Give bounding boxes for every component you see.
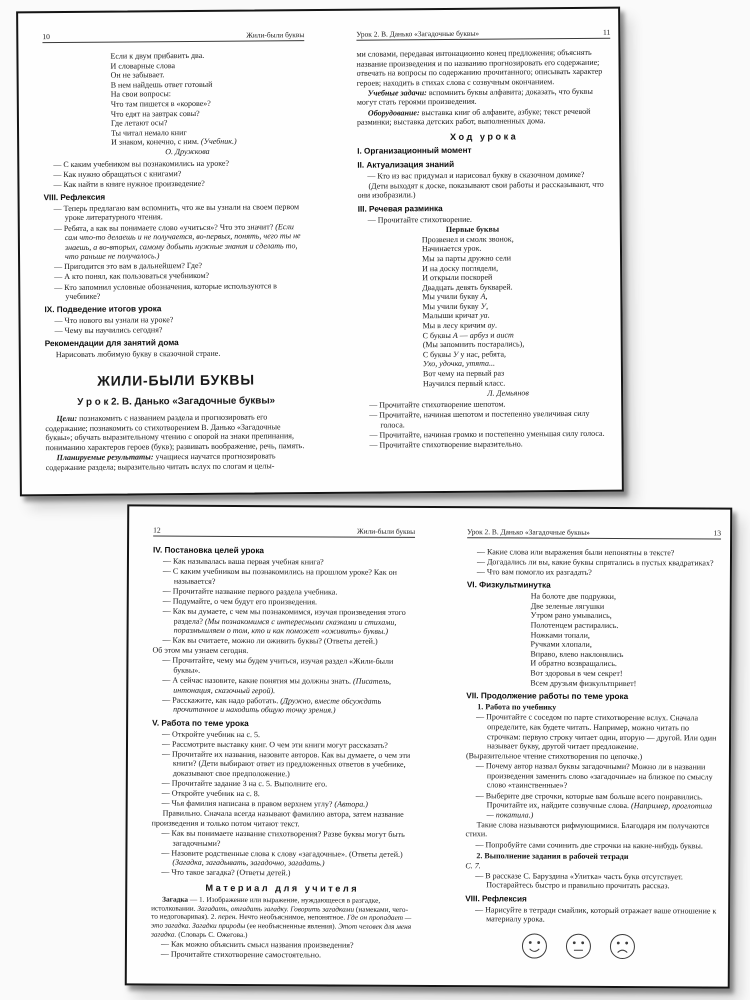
italic-text: аист (496, 330, 514, 340)
list-item (163, 596, 415, 607)
list-item-text: Теперь предлагаю вам вспомнить, что же вы узнали на своем первом уроке литературного чтения. (63, 201, 300, 223)
section-heading: Рекомендации для занятий дома (44, 338, 179, 349)
page-body (356, 48, 613, 450)
poem-line: Вот здоровья в чем секрет! (530, 668, 623, 679)
running-head: Урок 2. В. Данько «Загадочные буквы» (356, 28, 480, 39)
list-item (54, 281, 306, 302)
list-item (162, 656, 414, 677)
list-item (161, 848, 413, 869)
running-head: Жили-были буквы (356, 526, 416, 536)
list-dash: — (54, 326, 65, 336)
section-heading: II. Актуализация знаний (357, 159, 455, 170)
italic-text: (Загадка, загадывать, загадочно, загадать.) (172, 857, 325, 868)
centered-heading: Материал для учителя (205, 882, 360, 894)
list-dash: — (162, 596, 173, 606)
list-item (162, 676, 414, 697)
text: А сейчас назовите, какие понятия мы должны знать. (172, 675, 354, 686)
paragraph-text: учащиеся научатся прогнозировать содержание раздела; выразительно читать вслух по слогам и целы- (45, 451, 276, 472)
list-dash: — (54, 262, 65, 272)
list-item (163, 607, 415, 637)
text: (ее необъясненные явления). (245, 921, 339, 931)
poem (110, 50, 305, 158)
list-item-text: Прочитайте стихотворение. (377, 214, 472, 225)
list-item-text (171, 848, 402, 867)
section-heading: VIII. Рефлексия (465, 893, 527, 904)
list-dash: — (475, 761, 486, 771)
list-item-text: Прочитайте, чему мы будем учиться, изучая раздел «Жили-были буквы». (172, 656, 394, 675)
section-heading: IV. Постановка целей урока (153, 545, 265, 556)
italic-text: Где он пропадает — это загадка. Загадки природы (151, 912, 412, 931)
list-item (162, 695, 414, 716)
text: , (485, 291, 488, 301)
list-dash: — (475, 904, 486, 914)
page-number: 13 (713, 528, 722, 538)
list-item (53, 178, 305, 190)
poem-line: Ручками хлопали, (530, 639, 592, 650)
list-item-text (486, 791, 712, 819)
list-item (476, 791, 720, 821)
text: Малыши кричат (422, 311, 481, 321)
italic-text: Загадать, отгадать загадку. Говорить загадками (197, 903, 355, 914)
paragraph-lead: Оборудование: (367, 107, 420, 118)
paragraph (45, 412, 307, 452)
paragraph-lead: Загадка (162, 894, 189, 904)
list-item-text: Как вы понимаете название стихотворения? Разве буквы могут быть загадочными? (171, 828, 405, 848)
list-dash: — (160, 939, 171, 949)
text: . (487, 311, 490, 321)
poem-line: Начинается урок. (421, 244, 482, 254)
list-item-text: Прочитайте их названия, назовите авторов. Как вы думаете, о чем эти книги? (Дети выбирают ответ из предложенных ответов в учебнике, доказывают свое предположение.) (171, 749, 411, 779)
list-dash: — (162, 729, 173, 739)
paragraph: Об этом мы узнаем сегодня. (152, 645, 249, 656)
list-item-text: Прочитайте, начиная громко и постепенно уменьшая силу голоса. (379, 428, 605, 440)
page-header (467, 527, 721, 539)
list-dash: — (475, 839, 486, 849)
italic-text: (Например, проглотила — покатила.) (486, 801, 713, 820)
list-item-text: Рассмотрите выставку книг. О чем эти книги могут рассказать? (171, 739, 388, 750)
text: С буквы (422, 349, 453, 360)
subsection-heading: 1. Работа по учебнику (477, 702, 557, 712)
text: Ребята, а как вы понимаете слово «учиться»? Что это значит? (63, 221, 276, 233)
list-dash: — (53, 159, 64, 169)
list-item-text: А кто понял, как пользоваться учебником? (64, 271, 210, 282)
list-item (476, 762, 720, 792)
text: Чья фамилия написана в правом верхнем углу? (171, 798, 335, 809)
list-item-text: Прочитайте стихотворение выразительно. (379, 439, 523, 450)
list-item-text: Кто из вас придумал и нарисовал букву в сказочном домике? (377, 169, 585, 181)
list-item (163, 586, 415, 597)
list-item (477, 557, 721, 568)
list-item-text: Какие слова или выражения были непонятны в тексте? (486, 547, 675, 558)
italic-text: (Дружно, вместе обсуждать прочитанное и находить общую точку зрения.) (173, 696, 382, 715)
list-item-text: Откройте учебник на с. 5. (172, 729, 261, 739)
section-heading: III. Речевая разминка (357, 203, 443, 214)
section-heading: VI. Физкультминутка (466, 580, 551, 590)
text: — 1. Изображение или выражение, нуждающееся в разгадке, истолковании. (151, 894, 381, 913)
paragraph: (Выразительное чтение стихотворения по цепочке.) (465, 751, 643, 762)
list-item (369, 438, 613, 450)
list-dash: — (367, 171, 378, 181)
paragraph (465, 861, 719, 872)
text: у нас, ребята, (458, 349, 507, 359)
poem-line: Он не забывает. (110, 70, 165, 80)
poem-line: В нем найдешь ответ готовый (110, 79, 213, 90)
section-heading: VIII. Рефлексия (43, 192, 106, 202)
list-dash: — (162, 586, 173, 596)
text: , (486, 301, 489, 311)
list-dash: — (54, 282, 65, 292)
poem-line: Где летают осы? (110, 118, 168, 128)
italic-text: перен. (217, 912, 238, 922)
list-item (368, 213, 612, 225)
list-dash: — (161, 848, 172, 858)
list-item (162, 739, 414, 750)
subsection-heading: 2. Выполнение задания в рабочей тетради (476, 850, 629, 861)
list-item-text: Попробуйте сами сочинить две строчки на какие-нибудь буквы. (485, 839, 703, 850)
page-header (356, 28, 610, 41)
list-item-text: Пригодится это вам в дальнейшем? Где? (64, 261, 203, 272)
list-dash: — (53, 169, 64, 179)
list-dash: — (162, 635, 173, 645)
text: (намеками, чего-то недоговаривая). 2. (151, 904, 409, 922)
page-header (153, 526, 415, 538)
list-dash: — (160, 949, 171, 959)
italic-text: У (452, 349, 459, 359)
poem-line: И обратно возвращались. (530, 658, 617, 669)
list-item (161, 940, 413, 951)
poem-line: Всем друзьям физкультпривет! (530, 678, 637, 688)
poem-line: Мы за парты дружно сели (422, 253, 512, 264)
paragraph-text: выставка книг об алфавите, азбуке; текст речевой разминки; выставка детских работ, выполненных дома. (356, 106, 591, 127)
list-item-text: Прочитайте стихотворение самостоятельно. (170, 949, 321, 960)
poem-line: Полотенцем растирались. (530, 620, 619, 631)
list-item-text: Прочитайте с соседом по парте стихотворение вслух. Сначала определите, как будете читать. Например, можно читать по строчкам: первую строку читает один, вторую — другой. Или один называет букву, другой читает предложение. (486, 712, 717, 752)
list-dash: — (162, 695, 173, 705)
book-page-right (465, 508, 721, 986)
list-item-text (172, 676, 391, 695)
poem-author: О. Дружкова (165, 147, 210, 157)
text: Мы учили букву (422, 292, 481, 302)
list-item-text: Как вы считаете, можно ли оживить буквы? (Ответы детей.) (172, 635, 378, 646)
list-item-text: Прочитайте стихотворение шепотом. (379, 399, 506, 410)
poem-line: И открыли поскорей (422, 272, 493, 283)
dictionary-paragraph (151, 895, 413, 940)
poem-line: И на доску поглядели, (422, 263, 499, 273)
list-item-text (173, 607, 406, 636)
poem-line: Что там пишется в «корове»? (110, 98, 211, 109)
page-number: 11 (602, 27, 611, 37)
paragraph-text (151, 895, 411, 939)
list-item (162, 789, 414, 800)
paragraph: Такие слова называются рифмующимися. Благодаря им получаются стихи. (465, 820, 710, 839)
list-dash: — (53, 223, 64, 233)
text: (Словарь С. Ожегова.) (176, 929, 248, 939)
text: Как вы думаете, с чем мы познакомимся, изучая произведения этого раздела? (172, 606, 406, 626)
italic-text: (Писатель, интонация, сказочный герой). (173, 676, 392, 695)
list-dash: — (476, 547, 488, 557)
list-item (475, 871, 719, 891)
list-item (161, 829, 413, 850)
list-dash: — (162, 556, 173, 566)
page-number: 12 (153, 525, 161, 535)
text: С буквы (422, 330, 453, 340)
italic-text: (Учебник.) (200, 136, 237, 147)
list-item (54, 222, 306, 262)
paragraph (357, 87, 611, 108)
poem-line: На свои вопросы: (110, 89, 172, 100)
list-dash: — (161, 778, 172, 788)
list-dash: — (369, 430, 380, 440)
list-dash: — (162, 606, 173, 616)
list-item-text (172, 799, 368, 809)
italic-text: С. 7. (465, 860, 481, 870)
italic-text: ау (487, 320, 496, 330)
list-item-text: Догадались ли вы, какие буквы спрятались в пустых квадратиках? (486, 557, 714, 568)
poem-line: Прозвенел и смолк звонок, (421, 234, 514, 244)
list-item (475, 840, 719, 851)
poem-line: Ножками топали, (530, 630, 590, 640)
poem-line: На болоте две подружки, (530, 591, 616, 602)
page-header (42, 30, 304, 43)
text: Выберите две строчки, которые вам больше всего понравились. Прочитайте их, найдите созвучные слова. (485, 790, 703, 811)
list-item (55, 324, 307, 336)
list-item-text: Прочитайте название первого раздела учебника. (172, 586, 338, 597)
list-dash: — (369, 440, 380, 450)
italic-text: (Мы познакомимся с интересными сказками и стихами, поразмышляем о том, кто и как поможет «оживить» буквы.) (173, 616, 397, 636)
list-dash: — (54, 316, 65, 326)
list-dash: — (161, 798, 172, 808)
section-heading: I. Организационный момент (357, 146, 472, 156)
list-item (163, 567, 415, 588)
poem-line: Если к двум прибавить два. (110, 50, 205, 61)
list-item (162, 729, 414, 740)
list-item-text: В рассказе С. Баруздина «Улитка» часть букв отсутствует. Постарайтесь быстро и правильно прочитать рассказ. (485, 871, 683, 891)
list-item-text: Чему вы научились сегодня? (64, 325, 163, 336)
italic-text: уа (480, 311, 488, 321)
paragraph: (Дети выходят к доске, показывают свои работы и рассказывают, что они изобразили.) (357, 179, 604, 201)
list-dash: — (476, 557, 487, 567)
list-dash: — (476, 712, 487, 722)
list-item (477, 567, 721, 578)
list-item (162, 779, 414, 790)
list-item (163, 636, 415, 647)
poem-line: И словарные слова (110, 60, 176, 71)
list-item-text: Что такое загадка? (Ответы детей.) (171, 867, 291, 878)
page-body (465, 547, 721, 960)
list-item-text: Как найти в книге нужное произведение? (63, 178, 205, 189)
list-item (162, 799, 414, 810)
poem (530, 592, 720, 689)
poem-title: Первые буквы (445, 224, 500, 235)
list-dash: — (161, 749, 172, 759)
list-item (162, 749, 414, 779)
running-head: Урок 2. В. Данько «Загадочные буквы» (467, 527, 590, 537)
section-heading: IX. Подведение итогов урока (44, 304, 162, 315)
list-item (477, 547, 721, 558)
list-item (369, 409, 613, 430)
list-item-text: Откройте учебник на с. 8. (171, 788, 260, 799)
paragraph (46, 451, 308, 472)
poem-line: (Мы запомнить постарались), (422, 339, 525, 350)
poem-line: Что едят на завтрак совы? (110, 108, 200, 119)
list-dash: — (162, 675, 173, 685)
list-item (163, 557, 415, 568)
poem-author: Л. Демьянов (487, 388, 529, 398)
list-item-text: Что нового вы узнали на уроке? (64, 315, 174, 326)
list-dash: — (161, 867, 172, 877)
list-item (54, 202, 306, 223)
running-head: Жили-были буквы (246, 30, 305, 40)
paragraph: Нарисовать любимую букву в сказочной стране. (55, 349, 221, 360)
page-number: 10 (42, 32, 50, 42)
italic-text: Этот человек для меня загадка. (150, 921, 412, 939)
paragraph (357, 106, 611, 127)
poem (422, 224, 613, 399)
list-dash: — (162, 566, 173, 576)
list-item-text: С каким учебником вы познакомились на прошлом уроке? Как он называется? (172, 566, 397, 586)
list-dash: — (161, 788, 172, 798)
list-item-text: Кто запомнил условные обозначения, которые используются в учебнике? (64, 280, 277, 302)
list-item (476, 713, 720, 753)
text: . (495, 320, 498, 330)
italic-text: (Если сам что-то делаешь и не получается, во-первых, понять, чего ты не знаешь, а во-вторых, самому добыть нужные знания и сделать то, что раньше не получалось.) (64, 221, 301, 262)
centered-heading: Ход урока (449, 131, 519, 142)
paragraph-lead: Цели: (56, 413, 78, 424)
smiley-happy-icon (521, 932, 548, 959)
text: Расскажите, как надо работать. (172, 695, 281, 706)
book-page-right (356, 9, 614, 492)
list-dash: — (475, 871, 486, 881)
paragraph: ми словами, передавая интонационно конец предложения; объяснять название произведения и по названию прогнозировать его содержание; отвечать на вопросы по содержанию прочитанного; описывать характер героев; находить в стихах слова с созвучным окончанием. (356, 47, 603, 88)
paragraph-lead: Планируемые результаты: (56, 452, 154, 462)
list-item-text: Как можно объяснить смысл названия произведения? (170, 939, 354, 950)
paragraph-text: вспомнить буквы алфавита; доказать, что буквы могут стать героями произведения. (356, 86, 593, 108)
page-body (42, 50, 307, 472)
list-dash: — (161, 828, 172, 838)
list-dash: — (161, 739, 173, 749)
smiley-row (521, 932, 719, 960)
list-item (161, 868, 413, 879)
paragraph-text: познакомить с названием раздела и прогнозировать его содержание; познакомить со стихотворением В. Данько «Загадочные буквы»; обучать выразительному чтению с опорой на знаки препинания, пониманию характеров героев (букв); развивать воображение, речь, память. (45, 412, 305, 452)
list-item-text: Прочитайте задание 3 на с. 5. Выполните его. (171, 778, 328, 789)
paragraph: Правильно. Сначала всегда называют фамилию автора, затем название произведения и только потом читают текст. (151, 808, 404, 829)
list-dash: — (476, 567, 487, 577)
list-dash: — (53, 179, 64, 189)
poem-line: Научился первый класс. (423, 378, 506, 388)
page-body (151, 546, 415, 961)
poem-line: Утром рано умывались, (530, 611, 612, 621)
list-item (475, 905, 719, 925)
list-item-text: Как называлась ваша первая учебная книга? (172, 556, 324, 567)
list-dash: — (54, 272, 65, 282)
list-item-text: Что вам помогло их разгадать? (486, 567, 592, 578)
text: — (457, 330, 470, 340)
text: И знаком, конечно, с ним. (111, 137, 201, 147)
italic-text: У (480, 301, 487, 311)
book-page-left (42, 11, 308, 494)
poem-line: Ты читал немало книг (111, 127, 187, 138)
list-item-text (64, 222, 301, 262)
poem-line: Две зеленые лягушки (530, 601, 605, 611)
list-dash: — (475, 790, 486, 800)
text: и (488, 330, 497, 340)
list-item-text: Прочитайте, начиная шепотом и постепенно увеличивая силу голоса. (379, 408, 590, 430)
book-spread-top (16, 7, 624, 497)
text: Мы учили букву (422, 301, 481, 312)
italic-text: (Автора.) (334, 799, 368, 809)
poem-line: Вправо, влево наклонялись (530, 649, 624, 659)
italic-text: арбуз (469, 330, 489, 340)
italic-text: А (480, 291, 486, 302)
list-item-text: Нарисуйте в тетради смайлик, который отражает ваше отношение к материалу урока. (485, 904, 717, 924)
italic-text: А (452, 330, 458, 340)
section-heading: V. Работа по теме урока (152, 718, 249, 728)
list-dash: — (369, 400, 380, 410)
poem-line: Двадцать девять букварей. (422, 282, 513, 292)
lesson-title: У р о к 2. В. Данько «Загадочные буквы» (77, 395, 276, 408)
paragraph-lead: Учебные задачи: (367, 88, 427, 98)
list-item-text: Как нужно обращаться с книгами? (63, 168, 182, 179)
book-page-left (151, 507, 415, 985)
list-dash: — (53, 203, 64, 213)
list-item-text: Почему автор назвал буквы загадочными? Можно ли в названии произведения заменить слово «загадочные» на близкое по смыслу слово «таинственные»? (485, 761, 713, 791)
chapter-title: ЖИЛИ-БЫЛИ БУКВЫ (97, 371, 255, 389)
smiley-sad-icon (609, 933, 636, 960)
list-item-text: Подумайте, о чем будут его произведения. (172, 596, 318, 607)
list-item-text (172, 695, 381, 714)
italic-text: Ухо, удочка, утята... (422, 359, 496, 369)
list-dash: — (369, 410, 380, 420)
section-heading: VII. Продолжение работы по теме урока (466, 690, 629, 701)
smiley-neutral-icon (565, 932, 592, 959)
text: Назовите родственные слова к слову «загадочные». (Ответы детей.) (171, 848, 403, 859)
text: Мы в лесу кричим (422, 320, 488, 331)
list-item (161, 950, 413, 961)
book-spread-bottom (125, 504, 733, 988)
text: Нечто необъяснимое, непонятное. (237, 912, 348, 922)
list-item-text: С каким учебником вы познакомились на уроке? (63, 158, 230, 169)
list-dash: — (367, 215, 378, 225)
poem-line: Вот чему на первый раз (422, 368, 505, 379)
list-dash: — (162, 656, 173, 666)
